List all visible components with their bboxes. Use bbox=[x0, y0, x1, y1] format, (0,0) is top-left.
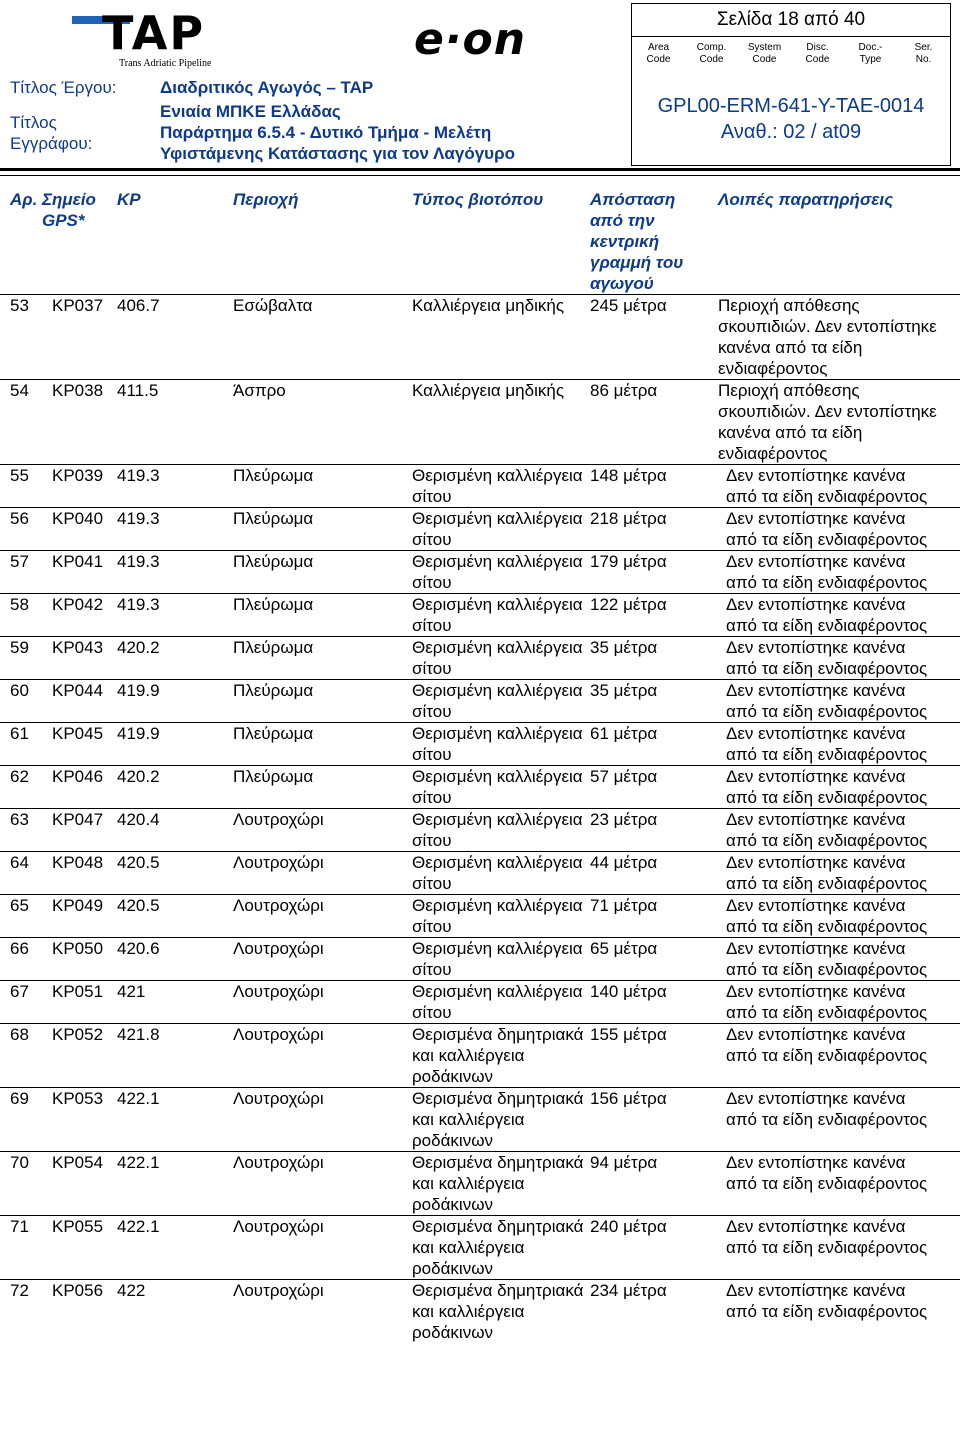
cell-remarks: Δεν εντοπίστηκε κανένα από τα είδη ενδιαφέροντος bbox=[718, 680, 960, 723]
cell-kp: 422.1 bbox=[117, 1216, 233, 1280]
table-header-row bbox=[0, 189, 960, 295]
document-header bbox=[0, 0, 960, 168]
table-row bbox=[0, 766, 960, 809]
col-header-area: Περιοχή bbox=[233, 190, 299, 209]
cell-remarks: Δεν εντοπίστηκε κανένα από τα είδη ενδιαφέροντος bbox=[718, 594, 960, 637]
cell-gps-point: KP040 bbox=[42, 508, 117, 551]
table-row bbox=[0, 1024, 960, 1088]
cell-area: Άσπρο bbox=[233, 380, 412, 465]
cell-distance: 155 μέτρα bbox=[590, 1024, 718, 1088]
cell-no: 61 bbox=[0, 723, 42, 766]
table-row bbox=[0, 1152, 960, 1216]
cell-remarks: Δεν εντοπίστηκε κανένα από τα είδη ενδιαφέροντος bbox=[718, 1216, 960, 1280]
cell-no: 64 bbox=[0, 852, 42, 895]
cell-habitat: Θερισμένα δημητριακά και καλλιέργεια ροδάκινων bbox=[412, 1280, 590, 1344]
cell-area: Πλεύρωμα bbox=[233, 637, 412, 680]
cell-distance: 23 μέτρα bbox=[590, 809, 718, 852]
cell-distance: 234 μέτρα bbox=[590, 1280, 718, 1344]
cell-gps-point: KP038 bbox=[42, 380, 117, 465]
table-row bbox=[0, 895, 960, 938]
cell-no: 65 bbox=[0, 895, 42, 938]
cell-no: 71 bbox=[0, 1216, 42, 1280]
cell-habitat: Θερισμένα δημητριακά και καλλιέργεια ροδάκινων bbox=[412, 1152, 590, 1216]
header-divider-thick bbox=[0, 168, 960, 171]
cell-no: 63 bbox=[0, 809, 42, 852]
cell-kp: 420.4 bbox=[117, 809, 233, 852]
cell-gps-point: KP052 bbox=[42, 1024, 117, 1088]
cell-gps-point: KP044 bbox=[42, 680, 117, 723]
cell-habitat: Θερισμένα δημητριακά και καλλιέργεια ροδάκινων bbox=[412, 1216, 590, 1280]
cell-distance: 122 μέτρα bbox=[590, 594, 718, 637]
cell-kp: 419.9 bbox=[117, 680, 233, 723]
cell-no: 68 bbox=[0, 1024, 42, 1088]
doc-title-label-2: Εγγράφου: bbox=[10, 134, 93, 153]
tap-logo-subtitle: Trans Adriatic Pipeline bbox=[119, 58, 212, 69]
cell-remarks: Δεν εντοπίστηκε κανένα από τα είδη ενδιαφέροντος bbox=[718, 852, 960, 895]
cell-area: Λουτροχώρι bbox=[233, 1088, 412, 1152]
cell-no: 59 bbox=[0, 637, 42, 680]
cell-distance: 245 μέτρα bbox=[590, 295, 718, 380]
cell-distance: 61 μέτρα bbox=[590, 723, 718, 766]
table-row bbox=[0, 508, 960, 551]
cell-habitat: Θερισμένη καλλιέργεια σίτου bbox=[412, 981, 590, 1024]
cell-kp: 420.5 bbox=[117, 852, 233, 895]
cell-gps-point: KP055 bbox=[42, 1216, 117, 1280]
cell-remarks: Δεν εντοπίστηκε κανένα από τα είδη ενδιαφέροντος bbox=[718, 766, 960, 809]
cell-no: 70 bbox=[0, 1152, 42, 1216]
cell-kp: 422.1 bbox=[117, 1088, 233, 1152]
cell-kp: 420.2 bbox=[117, 766, 233, 809]
cell-area: Πλεύρωμα bbox=[233, 594, 412, 637]
cell-remarks: Περιοχή απόθεσης σκουπιδιών. Δεν εντοπίστηκε κανένα από τα είδη ενδιαφέροντος bbox=[718, 295, 960, 380]
cell-area: Λουτροχώρι bbox=[233, 895, 412, 938]
cell-habitat: Θερισμένη καλλιέργεια σίτου bbox=[412, 766, 590, 809]
cell-area: Λουτροχώρι bbox=[233, 1280, 412, 1344]
cell-area: Εσώβαλτα bbox=[233, 295, 412, 380]
cell-habitat: Θερισμένη καλλιέργεια σίτου bbox=[412, 809, 590, 852]
cell-remarks: Περιοχή απόθεσης σκουπιδιών. Δεν εντοπίστηκε κανένα από τα είδη ενδιαφέροντος bbox=[718, 380, 960, 465]
code-header-area: Area Code bbox=[646, 42, 671, 65]
cell-distance: 35 μέτρα bbox=[590, 680, 718, 723]
cell-gps-point: KP042 bbox=[42, 594, 117, 637]
col-header-distance: Απόσταση από την κεντρική γραμμή του αγωγού bbox=[590, 190, 684, 293]
cell-remarks: Δεν εντοπίστηκε κανένα από τα είδη ενδιαφέροντος bbox=[718, 1152, 960, 1216]
cell-kp: 411.5 bbox=[117, 380, 233, 465]
cell-remarks: Δεν εντοπίστηκε κανένα από τα είδη ενδιαφέροντος bbox=[718, 1024, 960, 1088]
cell-area: Πλεύρωμα bbox=[233, 465, 412, 508]
document-code-box bbox=[631, 3, 951, 166]
header-divider-thin bbox=[0, 175, 960, 176]
cell-habitat: Θερισμένη καλλιέργεια σίτου bbox=[412, 895, 590, 938]
cell-distance: 148 μέτρα bbox=[590, 465, 718, 508]
code-header-comp: Comp. Code bbox=[696, 42, 727, 65]
cell-habitat: Θερισμένη καλλιέργεια σίτου bbox=[412, 723, 590, 766]
cell-habitat: Θερισμένη καλλιέργεια σίτου bbox=[412, 680, 590, 723]
cell-kp: 419.3 bbox=[117, 508, 233, 551]
cell-habitat: Καλλιέργεια μηδικής bbox=[412, 380, 590, 465]
table-row bbox=[0, 852, 960, 895]
table-row bbox=[0, 295, 960, 380]
cell-distance: 94 μέτρα bbox=[590, 1152, 718, 1216]
table-row bbox=[0, 680, 960, 723]
cell-area: Λουτροχώρι bbox=[233, 1152, 412, 1216]
cell-habitat: Θερισμένη καλλιέργεια σίτου bbox=[412, 852, 590, 895]
col-header-kp: KP bbox=[117, 190, 141, 209]
cell-area: Λουτροχώρι bbox=[233, 981, 412, 1024]
cell-remarks: Δεν εντοπίστηκε κανένα από τα είδη ενδιαφέροντος bbox=[718, 465, 960, 508]
project-label: Τίτλος Έργου: bbox=[10, 78, 117, 97]
cell-gps-point: KP047 bbox=[42, 809, 117, 852]
table-row bbox=[0, 1280, 960, 1344]
project-value: Διαδριτικός Αγωγός – TAP bbox=[160, 78, 374, 97]
cell-habitat: Καλλιέργεια μηδικής bbox=[412, 295, 590, 380]
cell-kp: 419.3 bbox=[117, 594, 233, 637]
table-row bbox=[0, 1088, 960, 1152]
cell-gps-point: KP056 bbox=[42, 1280, 117, 1344]
cell-gps-point: KP049 bbox=[42, 895, 117, 938]
code-header-doctype: Doc.- Type bbox=[858, 42, 883, 65]
cell-gps-point: KP050 bbox=[42, 938, 117, 981]
cell-kp: 420.2 bbox=[117, 637, 233, 680]
doc-title-line-1: Ενιαία ΜΠΚΕ Ελλάδας bbox=[160, 102, 341, 121]
cell-kp: 420.5 bbox=[117, 895, 233, 938]
cell-no: 69 bbox=[0, 1088, 42, 1152]
cell-gps-point: KP039 bbox=[42, 465, 117, 508]
cell-distance: 156 μέτρα bbox=[590, 1088, 718, 1152]
cell-distance: 57 μέτρα bbox=[590, 766, 718, 809]
cell-remarks: Δεν εντοπίστηκε κανένα από τα είδη ενδιαφέροντος bbox=[718, 1280, 960, 1344]
doc-title-label-1: Τίτλος bbox=[10, 113, 57, 132]
code-header-serno: Ser. No. bbox=[914, 42, 933, 65]
cell-habitat: Θερισμένη καλλιέργεια σίτου bbox=[412, 551, 590, 594]
cell-kp: 420.6 bbox=[117, 938, 233, 981]
eon-logo: e·on bbox=[414, 14, 527, 65]
cell-distance: 140 μέτρα bbox=[590, 981, 718, 1024]
cell-habitat: Θερισμένη καλλιέργεια σίτου bbox=[412, 465, 590, 508]
cell-habitat: Θερισμένη καλλιέργεια σίτου bbox=[412, 508, 590, 551]
table-row bbox=[0, 938, 960, 981]
cell-no: 53 bbox=[0, 295, 42, 380]
cell-kp: 419.3 bbox=[117, 465, 233, 508]
cell-no: 54 bbox=[0, 380, 42, 465]
cell-kp: 406.7 bbox=[117, 295, 233, 380]
col-header-no: Αρ. bbox=[10, 190, 38, 209]
cell-gps-point: KP046 bbox=[42, 766, 117, 809]
cell-remarks: Δεν εντοπίστηκε κανένα από τα είδη ενδιαφέροντος bbox=[718, 809, 960, 852]
cell-gps-point: KP037 bbox=[42, 295, 117, 380]
cell-no: 58 bbox=[0, 594, 42, 637]
cell-area: Πλεύρωμα bbox=[233, 551, 412, 594]
cell-kp: 421 bbox=[117, 981, 233, 1024]
cell-no: 67 bbox=[0, 981, 42, 1024]
cell-area: Λουτροχώρι bbox=[233, 1024, 412, 1088]
cell-gps-point: KP045 bbox=[42, 723, 117, 766]
cell-gps-point: KP043 bbox=[42, 637, 117, 680]
cell-distance: 179 μέτρα bbox=[590, 551, 718, 594]
doc-title-line-2: Παράρτημα 6.5.4 - Δυτικό Τμήμα - Μελέτη bbox=[160, 123, 492, 142]
cell-distance: 65 μέτρα bbox=[590, 938, 718, 981]
col-header-remarks: Λοιπές παρατηρήσεις bbox=[718, 190, 894, 209]
cell-distance: 86 μέτρα bbox=[590, 380, 718, 465]
revision: Αναθ.: 02 / at09 bbox=[720, 121, 862, 143]
table-row bbox=[0, 809, 960, 852]
cell-gps-point: KP053 bbox=[42, 1088, 117, 1152]
cell-area: Πλεύρωμα bbox=[233, 723, 412, 766]
table-row bbox=[0, 637, 960, 680]
cell-remarks: Δεν εντοπίστηκε κανένα από τα είδη ενδιαφέροντος bbox=[718, 551, 960, 594]
cell-distance: 35 μέτρα bbox=[590, 637, 718, 680]
cell-remarks: Δεν εντοπίστηκε κανένα από τα είδη ενδιαφέροντος bbox=[718, 981, 960, 1024]
code-header-disc: Disc. Code bbox=[805, 42, 830, 65]
cell-distance: 44 μέτρα bbox=[590, 852, 718, 895]
cell-no: 55 bbox=[0, 465, 42, 508]
cell-no: 72 bbox=[0, 1280, 42, 1344]
cell-distance: 240 μέτρα bbox=[590, 1216, 718, 1280]
cell-no: 57 bbox=[0, 551, 42, 594]
cell-no: 66 bbox=[0, 938, 42, 981]
cell-area: Λουτροχώρι bbox=[233, 809, 412, 852]
cell-remarks: Δεν εντοπίστηκε κανένα από τα είδη ενδιαφέροντος bbox=[718, 637, 960, 680]
cell-kp: 422 bbox=[117, 1280, 233, 1344]
table-row bbox=[0, 465, 960, 508]
code-headers bbox=[632, 38, 950, 66]
cell-habitat: Θερισμένη καλλιέργεια σίτου bbox=[412, 938, 590, 981]
tap-logo-word: TAP bbox=[102, 6, 206, 60]
cell-kp: 419.3 bbox=[117, 551, 233, 594]
table-row bbox=[0, 551, 960, 594]
cell-no: 60 bbox=[0, 680, 42, 723]
cell-area: Πλεύρωμα bbox=[233, 508, 412, 551]
cell-remarks: Δεν εντοπίστηκε κανένα από τα είδη ενδιαφέροντος bbox=[718, 1088, 960, 1152]
col-header-habitat: Τύπος βιοτόπου bbox=[412, 190, 544, 209]
cell-remarks: Δεν εντοπίστηκε κανένα από τα είδη ενδιαφέροντος bbox=[718, 723, 960, 766]
code-header-system: System Code bbox=[747, 42, 782, 65]
table-row bbox=[0, 380, 960, 465]
cell-remarks: Δεν εντοπίστηκε κανένα από τα είδη ενδιαφέροντος bbox=[718, 895, 960, 938]
cell-kp: 421.8 bbox=[117, 1024, 233, 1088]
page-indicator: Σελίδα 18 από 40 bbox=[632, 4, 950, 37]
cell-habitat: Θερισμένη καλλιέργεια σίτου bbox=[412, 637, 590, 680]
table-row bbox=[0, 981, 960, 1024]
document-number: GPL00-ERM-641-Y-TAE-0014 bbox=[657, 95, 925, 117]
cell-area: Πλεύρωμα bbox=[233, 766, 412, 809]
tap-logo bbox=[72, 6, 262, 69]
cell-no: 56 bbox=[0, 508, 42, 551]
cell-remarks: Δεν εντοπίστηκε κανένα από τα είδη ενδιαφέροντος bbox=[718, 938, 960, 981]
cell-remarks: Δεν εντοπίστηκε κανένα από τα είδη ενδιαφέροντος bbox=[718, 508, 960, 551]
cell-kp: 419.9 bbox=[117, 723, 233, 766]
cell-area: Λουτροχώρι bbox=[233, 852, 412, 895]
cell-kp: 422.1 bbox=[117, 1152, 233, 1216]
doc-title-line-3: Υφιστάμενης Κατάστασης για τον Λαγόγυρο bbox=[160, 144, 515, 163]
observation-table bbox=[0, 189, 960, 1343]
cell-no: 62 bbox=[0, 766, 42, 809]
cell-area: Πλεύρωμα bbox=[233, 680, 412, 723]
cell-gps-point: KP041 bbox=[42, 551, 117, 594]
cell-distance: 218 μέτρα bbox=[590, 508, 718, 551]
cell-area: Λουτροχώρι bbox=[233, 1216, 412, 1280]
cell-habitat: Θερισμένα δημητριακά και καλλιέργεια ροδάκινων bbox=[412, 1088, 590, 1152]
cell-habitat: Θερισμένη καλλιέργεια σίτου bbox=[412, 594, 590, 637]
col-header-gps: Σημείο GPS* bbox=[42, 190, 96, 230]
cell-habitat: Θερισμένα δημητριακά και καλλιέργεια ροδάκινων bbox=[412, 1024, 590, 1088]
cell-gps-point: KP048 bbox=[42, 852, 117, 895]
cell-distance: 71 μέτρα bbox=[590, 895, 718, 938]
table-row bbox=[0, 594, 960, 637]
table-row bbox=[0, 723, 960, 766]
table-row bbox=[0, 1216, 960, 1280]
cell-gps-point: KP051 bbox=[42, 981, 117, 1024]
cell-gps-point: KP054 bbox=[42, 1152, 117, 1216]
cell-area: Λουτροχώρι bbox=[233, 938, 412, 981]
